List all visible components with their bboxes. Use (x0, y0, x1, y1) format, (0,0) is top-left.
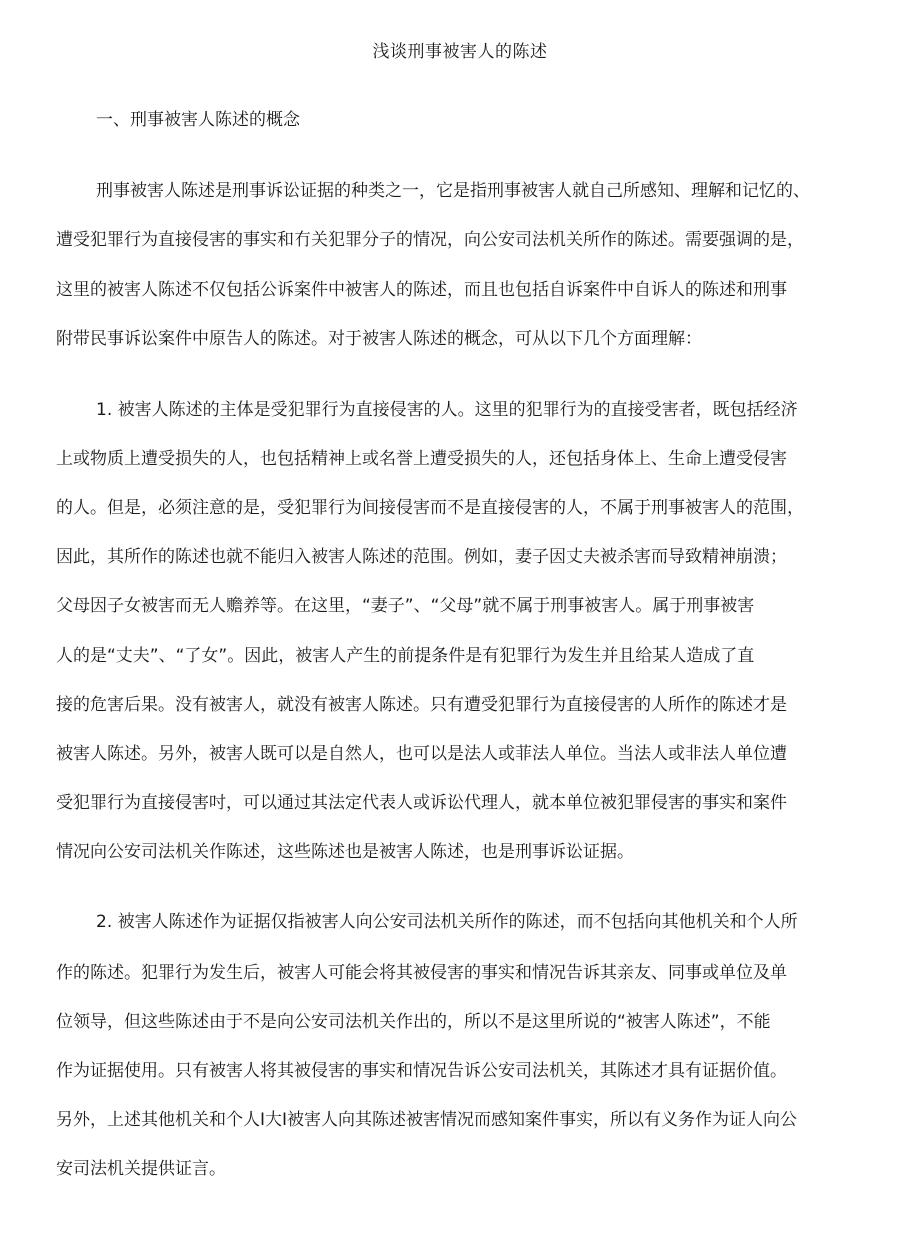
paragraph-2-line-6: 人的是“丈夫”、“了女”。因此，被害人产生的前提条件是有犯罪行为发生并且给某人造成了直 (56, 646, 755, 666)
paragraph-2-line-1: 1. 被害人陈述的主体是受犯罪行为直接侵害的人。这里的犯罪行为的直接受害者，既包括经济 (96, 400, 798, 420)
paragraph-3-line-1: 2. 被害人陈述作为证据仅指被害人向公安司法机关所作的陈述，而不包括向其他机关和个人所 (96, 912, 798, 932)
paragraph-3-line-6: 安司法机关提供证言。 (56, 1159, 226, 1179)
paragraph-2-line-5: 父母因子女被害而无人赡养等。在这里，“妻子”、“父母”就不属于刑事被害人。属于刑事被害 (56, 596, 755, 616)
section-heading: 一、刑事被害人陈述的概念 (96, 110, 300, 130)
paragraph-3-line-2: 作的陈述。犯罪行为发生后，被害人可能会将其被侵害的事实和情况告诉其亲友、同事或单位及单 (56, 963, 787, 983)
paragraph-3-line-5: 另外，上述其他机关和个人I大I被害人向其陈述被害情况而感知案件事实，所以有义务作为证人向公 (56, 1110, 798, 1130)
paragraph-1-line-1: 刑事被害人陈述是刑事诉讼证据的种类之一，它是指刑事被害人就自己所感知、理解和记忆的、 (96, 181, 810, 201)
paragraph-2-line-7: 接的危害后果。没有被害人，就没有被害人陈述。只有遭受犯罪行为直接侵害的人所作的陈述才是 (56, 695, 787, 715)
paragraph-2-line-10: 情况向公安司法机关作陈述，这些陈述也是被害人陈述，也是刑事诉讼证据。 (56, 842, 634, 862)
paragraph-1-line-4: 附带民事诉讼案件中原告人的陈述。对于被害人陈述的概念，可从以下几个方面理解： (56, 329, 702, 349)
document-title: 浅谈刑事被害人的陈述 (372, 42, 548, 62)
paragraph-3-line-4: 作为证据使用。只有被害人将其被侵害的事实和情况告诉公安司法机关，其陈述才具有证据价值。 (56, 1061, 787, 1081)
paragraph-2-line-3: 的人。但是，必须注意的是，受犯罪行为间接侵害而不是直接侵害的人，不属于刑事被害人的范围， (56, 498, 804, 518)
paragraph-2-line-9: 受犯罪行为直接侵害吋，可以通过其法定代表人或诉讼代理人，就本单位被犯罪侵害的事实和案件 (56, 793, 787, 813)
paragraph-1-line-2: 遭受犯罪行为直接侵害的事实和冇关犯罪分子的情况，向公安司法机关所作的陈述。需要强调的是， (56, 230, 804, 250)
paragraph-2-line-2: 上或物质上遭受损失的人，也包括精神上或名誉上遭受损失的人，还包括身体上、生命上遭受侵害 (56, 449, 787, 469)
paragraph-2-line-4: 因此，其所作的陈述也就不能归入被害人陈述的范围。例如，妻子因丈夫被杀害而导致精神崩溃； (56, 547, 787, 567)
paragraph-2-line-8: 被害人陈述。另外，被害人既可以是自然人，也可以是法人或菲法人单位。当法人或非法人单位遭 (56, 744, 787, 764)
paragraph-3-line-3: 位领导，但这些陈述由于不是向公安司法机关作出的，所以不是这里所说的“被害人陈述”，不能 (56, 1012, 771, 1032)
paragraph-1-line-3: 这里的被害人陈述不仅包括公诉案件中被害人的陈述，而且也包括自诉案件中自诉人的陈述和刑事 (56, 280, 787, 300)
